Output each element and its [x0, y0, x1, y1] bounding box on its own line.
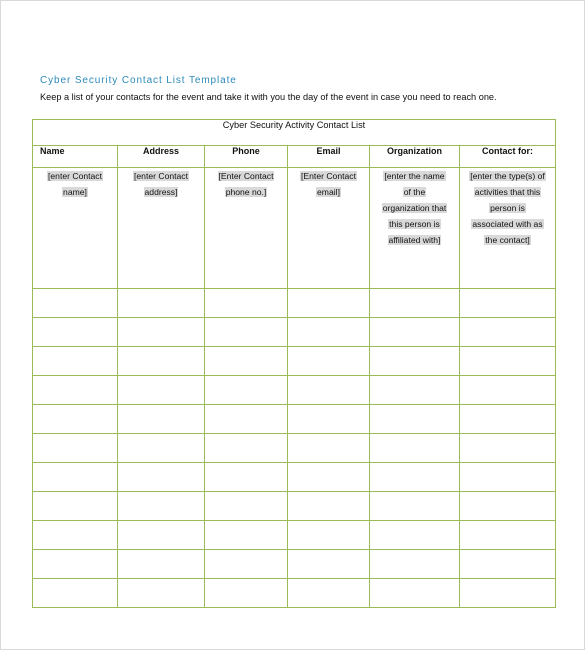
empty-cell[interactable] — [33, 521, 118, 550]
empty-cell[interactable] — [370, 434, 460, 463]
empty-cell[interactable] — [370, 463, 460, 492]
empty-cell[interactable] — [205, 405, 288, 434]
placeholder-text: of the — [403, 187, 426, 197]
table-row — [33, 376, 556, 405]
empty-cell[interactable] — [460, 376, 556, 405]
empty-cell[interactable] — [460, 318, 556, 347]
empty-cell[interactable] — [33, 289, 118, 318]
empty-cell[interactable] — [288, 463, 370, 492]
empty-cell[interactable] — [370, 289, 460, 318]
empty-cell[interactable] — [33, 347, 118, 376]
header-organization: Organization — [370, 146, 460, 168]
table-caption: Cyber Security Activity Contact List — [33, 120, 556, 146]
placeholder-text: person is — [490, 203, 525, 213]
empty-cell[interactable] — [288, 434, 370, 463]
cell-name[interactable] — [33, 168, 118, 289]
empty-cell[interactable] — [460, 289, 556, 318]
empty-cell[interactable] — [460, 492, 556, 521]
empty-cell[interactable] — [460, 521, 556, 550]
empty-cell[interactable] — [460, 434, 556, 463]
table-row — [33, 463, 556, 492]
document-subtitle: Keep a list of your contacts for the event and take it with you the day of the event in case you need to reach one. — [40, 92, 497, 102]
table-row — [33, 434, 556, 463]
empty-cell[interactable] — [118, 521, 205, 550]
empty-cell[interactable] — [118, 289, 205, 318]
empty-cell[interactable] — [370, 550, 460, 579]
placeholder-text: this person is — [389, 219, 440, 229]
header-phone: Phone — [205, 146, 288, 168]
cell-address[interactable] — [118, 168, 205, 289]
empty-cell[interactable] — [288, 347, 370, 376]
table-row-sample — [33, 168, 556, 289]
empty-cell[interactable] — [370, 521, 460, 550]
empty-cell[interactable] — [205, 289, 288, 318]
empty-cell[interactable] — [370, 492, 460, 521]
placeholder-text: address] — [144, 187, 178, 197]
empty-cell[interactable] — [118, 434, 205, 463]
cell-contact-for[interactable] — [460, 168, 556, 289]
empty-cell[interactable] — [370, 405, 460, 434]
empty-cell[interactable] — [33, 376, 118, 405]
empty-cell[interactable] — [288, 376, 370, 405]
empty-cell[interactable] — [205, 434, 288, 463]
empty-cell[interactable] — [205, 376, 288, 405]
table-row — [33, 318, 556, 347]
table-row — [33, 347, 556, 376]
empty-cell[interactable] — [370, 318, 460, 347]
empty-cell[interactable] — [288, 492, 370, 521]
empty-cell[interactable] — [33, 579, 118, 608]
empty-cell[interactable] — [205, 463, 288, 492]
placeholder-text: associated with as — [472, 219, 543, 229]
empty-cell[interactable] — [118, 318, 205, 347]
empty-cell[interactable] — [460, 550, 556, 579]
cell-organization[interactable] — [370, 168, 460, 289]
placeholder-text: [enter Contact — [134, 171, 188, 181]
empty-cell[interactable] — [205, 521, 288, 550]
empty-cell[interactable] — [33, 405, 118, 434]
placeholder-text: phone no.] — [225, 187, 267, 197]
empty-cell[interactable] — [288, 318, 370, 347]
placeholder-text: [Enter Contact — [218, 171, 274, 181]
empty-cell[interactable] — [205, 579, 288, 608]
placeholder-text: [enter the name — [384, 171, 445, 181]
empty-cell[interactable] — [370, 376, 460, 405]
empty-cell[interactable] — [288, 521, 370, 550]
empty-cell[interactable] — [460, 405, 556, 434]
header-contact-for: Contact for: — [460, 146, 556, 168]
document-title: Cyber Security Contact List Template — [40, 75, 237, 86]
table-row — [33, 405, 556, 434]
placeholder-text: affiliated with] — [388, 235, 441, 245]
empty-cell[interactable] — [460, 579, 556, 608]
placeholder-text: email] — [317, 187, 340, 197]
table-caption-row — [33, 120, 556, 146]
placeholder-text: activities that this — [474, 187, 541, 197]
empty-cell[interactable] — [33, 492, 118, 521]
placeholder-text: [enter Contact — [48, 171, 102, 181]
cell-phone[interactable] — [205, 168, 288, 289]
empty-cell[interactable] — [33, 550, 118, 579]
contact-list-table — [32, 119, 556, 608]
table-row — [33, 579, 556, 608]
header-name: Name — [33, 146, 118, 168]
placeholder-text: the contact] — [485, 235, 530, 245]
empty-cell[interactable] — [205, 550, 288, 579]
table-row — [33, 550, 556, 579]
header-address: Address — [118, 146, 205, 168]
cell-email[interactable] — [288, 168, 370, 289]
empty-cell[interactable] — [118, 579, 205, 608]
empty-cell[interactable] — [118, 347, 205, 376]
empty-cell[interactable] — [288, 550, 370, 579]
empty-cell[interactable] — [288, 579, 370, 608]
table-row — [33, 521, 556, 550]
table-header-row — [33, 146, 556, 168]
empty-cell[interactable] — [33, 318, 118, 347]
empty-cell[interactable] — [33, 463, 118, 492]
empty-cell[interactable] — [118, 463, 205, 492]
header-email: Email — [288, 146, 370, 168]
empty-cell[interactable] — [460, 347, 556, 376]
empty-cell[interactable] — [288, 405, 370, 434]
table-row — [33, 289, 556, 318]
empty-cell[interactable] — [370, 579, 460, 608]
empty-cell[interactable] — [118, 376, 205, 405]
empty-cell[interactable] — [118, 405, 205, 434]
placeholder-text: organization that — [382, 203, 447, 213]
table-row — [33, 492, 556, 521]
empty-cell[interactable] — [460, 463, 556, 492]
placeholder-text: name] — [63, 187, 87, 197]
empty-cell[interactable] — [205, 492, 288, 521]
empty-cell[interactable] — [33, 434, 118, 463]
empty-cell[interactable] — [288, 289, 370, 318]
empty-cell[interactable] — [118, 550, 205, 579]
empty-cell[interactable] — [205, 347, 288, 376]
empty-cell[interactable] — [370, 347, 460, 376]
placeholder-text: [enter the type(s) of — [470, 171, 545, 181]
empty-cell[interactable] — [205, 318, 288, 347]
placeholder-text: [Enter Contact — [301, 171, 356, 181]
empty-cell[interactable] — [118, 492, 205, 521]
